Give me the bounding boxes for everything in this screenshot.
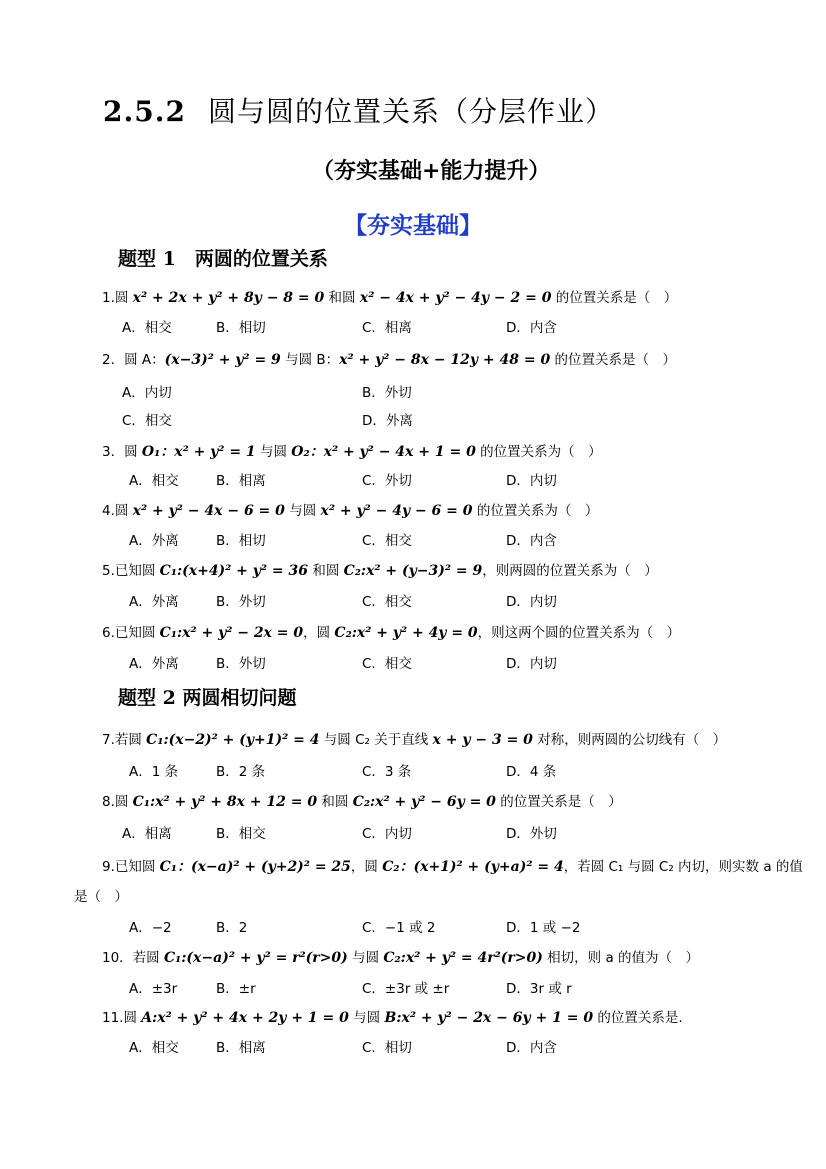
question-text: ，圆: [350, 859, 383, 875]
question-text: 与圆 C₂ 关于直线: [319, 732, 433, 748]
q9-option-a: A．−2: [129, 920, 172, 936]
q1-option-b: B．相切: [216, 320, 266, 336]
math-expression: A:x² + y² + 4x + 2y + 1 = 0: [141, 1010, 349, 1026]
q5-option-c: C．相交: [362, 594, 412, 610]
question-text: 5.已知圆: [102, 563, 160, 579]
question-8: [102, 790, 622, 810]
q1-option-d: D．内含: [506, 320, 557, 336]
math-expression: B:x² + y² − 2x − 6y + 1 = 0: [384, 1010, 594, 1026]
q6-option-b: B．外切: [216, 656, 266, 672]
math-expression: C₂:x² + y² = 4r²(r>0): [383, 950, 543, 966]
question-4: [102, 499, 598, 519]
q11-option-d: D．内含: [506, 1040, 557, 1056]
math-expression: x² + y² − 4y − 6 = 0: [320, 503, 473, 519]
question-text: 11.圆: [102, 1010, 142, 1026]
q10-option-d: D．3r 或 r: [506, 981, 572, 997]
q7-option-d: D．4 条: [506, 764, 557, 780]
question-6: [102, 621, 680, 641]
question-text: ，圆: [303, 625, 335, 641]
question-3: [102, 440, 602, 461]
q1-option-c: C．相离: [362, 320, 412, 336]
question-text: 相切，则 a 的值为（ ）: [542, 950, 700, 966]
q3-option-d: D．内切: [506, 473, 557, 489]
q3-option-b: B．相离: [216, 473, 266, 489]
q4-option-c: C．相交: [362, 533, 412, 549]
question-2: [102, 348, 676, 368]
question-text: 的位置关系是（ ）: [550, 352, 677, 368]
question-text: 4.圆: [102, 503, 133, 519]
math-expression: C₁:x² + y² + 8x + 12 = 0: [132, 794, 318, 810]
question-text: 3．圆: [102, 444, 142, 460]
title-text: 圆与圆的位置关系（分层作业）: [207, 95, 614, 128]
math-expression: C₁:(x−2)² + (y+1)² = 4: [146, 732, 320, 748]
question-text: 6.已知圆: [102, 625, 160, 641]
q2-option-b: B．外切: [362, 385, 412, 401]
q3-option-a: A．相交: [129, 473, 179, 489]
q9-option-d: D．1 或 −2: [506, 920, 581, 936]
page-title: [103, 90, 614, 130]
q8-option-d: D．外切: [506, 826, 557, 842]
question-text: ，则这两个圆的位置关系为（ ）: [477, 625, 681, 641]
q5-option-d: D．内切: [506, 594, 557, 610]
math-expression: x + y − 3 = 0: [432, 732, 533, 748]
q4-option-b: B．相切: [216, 533, 266, 549]
q11-option-c: C．相切: [362, 1040, 412, 1056]
q4-option-d: D．内含: [506, 533, 557, 549]
q5-option-a: A．外离: [129, 594, 179, 610]
q11-option-b: B．相离: [216, 1040, 266, 1056]
question-text: 的位置关系是（ ）: [551, 290, 678, 306]
question-11: [102, 1006, 683, 1026]
q7-option-b: B．2 条: [216, 764, 266, 780]
q9-option-c: C．−1 或 2: [362, 920, 436, 936]
question-text: 的位置关系是（ ）: [495, 794, 622, 810]
math-expression: O₁：x² + y² = 1: [141, 444, 256, 460]
question-10: [102, 946, 699, 966]
q11-option-a: A．相交: [129, 1040, 179, 1056]
q7-option-a: A．1 条: [129, 764, 179, 780]
question-text: 的位置关系是.: [593, 1010, 683, 1026]
question-text: 8.圆: [102, 794, 133, 810]
math-expression: (x−3)² + y² = 9: [164, 352, 281, 368]
question-text: 的位置关系为（ ）: [475, 444, 602, 460]
question-text: ，则两圆的位置关系为（ ）: [482, 563, 658, 579]
question-text: 的位置关系为（ ）: [472, 503, 599, 519]
question-text: 和圆: [324, 290, 360, 306]
math-expression: C₂：(x+1)² + (y+a)² = 4: [382, 859, 564, 875]
math-expression: x² + y² − 8x − 12y + 48 = 0: [339, 352, 551, 368]
q5-option-b: B．外切: [216, 594, 266, 610]
q1-option-a: A．相交: [122, 320, 172, 336]
question-5: [102, 559, 658, 579]
section-title: 【夯实基础】: [344, 212, 482, 239]
question-text: ，若圆 C₁ 与圆 C₂ 内切，则实数 a 的值: [563, 859, 803, 875]
question-text: 和圆: [317, 794, 353, 810]
q9-option-b: B．2: [216, 920, 248, 936]
question-text: 和圆: [308, 563, 344, 579]
math-expression: x² + 2x + y² + 8y − 8 = 0: [132, 290, 325, 306]
math-expression: C₁：(x−a)² + (y+2)² = 25: [159, 859, 351, 875]
question-text: 与圆: [348, 1010, 385, 1026]
q7-option-c: C．3 条: [362, 764, 412, 780]
q3-option-c: C．外切: [362, 473, 412, 489]
q6-option-a: A．外离: [129, 656, 179, 672]
q6-option-c: C．相交: [362, 656, 412, 672]
question-text: 2．圆 A：: [102, 352, 165, 368]
q2-option-d: D．外离: [362, 413, 413, 429]
heading-type-2: 题型 2 两圆相切问题: [118, 687, 297, 709]
question-text: 10．若圆: [102, 950, 164, 966]
math-expression: x² − 4x + y² − 4y − 2 = 0: [359, 290, 552, 306]
question-text: 9.已知圆: [102, 859, 160, 875]
math-expression: C₁:(x+4)² + y² = 36: [159, 563, 309, 579]
heading-type-1: 题型 1 两圆的位置关系: [118, 248, 328, 270]
question-9: [102, 855, 803, 876]
q2-option-c: C．相交: [122, 413, 172, 429]
q6-option-d: D．内切: [506, 656, 557, 672]
math-expression: O₂：x² + y² − 4x + 1 = 0: [291, 444, 476, 460]
title-number: 2.5.2: [103, 95, 186, 128]
q10-option-b: B．±r: [216, 981, 256, 997]
question-text: 与圆: [255, 444, 292, 460]
math-expression: C₂:x² + y² + 4y = 0: [334, 625, 478, 641]
math-expression: C₁:x² + y² − 2x = 0: [159, 625, 304, 641]
math-expression: x² + y² − 4x − 6 = 0: [132, 503, 285, 519]
question-text: 1.圆: [102, 290, 133, 306]
q4-option-a: A．外离: [129, 533, 179, 549]
q8-option-b: B．相交: [216, 826, 266, 842]
question-text: 对称，则两圆的公切线有（ ）: [532, 732, 727, 748]
question-7: [102, 728, 726, 748]
question-text: 与圆: [284, 503, 321, 519]
math-expression: C₂:x² + (y−3)² = 9: [343, 563, 483, 579]
question-9-continuation: 是（ ）: [74, 889, 128, 905]
math-expression: C₂:x² + y² − 6y = 0: [352, 794, 496, 810]
question-text: 7.若圆: [102, 732, 147, 748]
q8-option-c: C．内切: [362, 826, 412, 842]
q2-option-a: A．内切: [122, 385, 172, 401]
question-text: 与圆 B：: [280, 352, 340, 368]
q8-option-a: A．相离: [122, 826, 172, 842]
question-text: 与圆: [347, 950, 384, 966]
q10-option-c: C．±3r 或 ±r: [362, 981, 450, 997]
q10-option-a: A．±3r: [129, 981, 178, 997]
question-1: [102, 286, 677, 306]
math-expression: C₁:(x−a)² + y² = r²(r>0): [163, 950, 348, 966]
page-subtitle: （夯实基础+能力提升）: [312, 158, 551, 184]
